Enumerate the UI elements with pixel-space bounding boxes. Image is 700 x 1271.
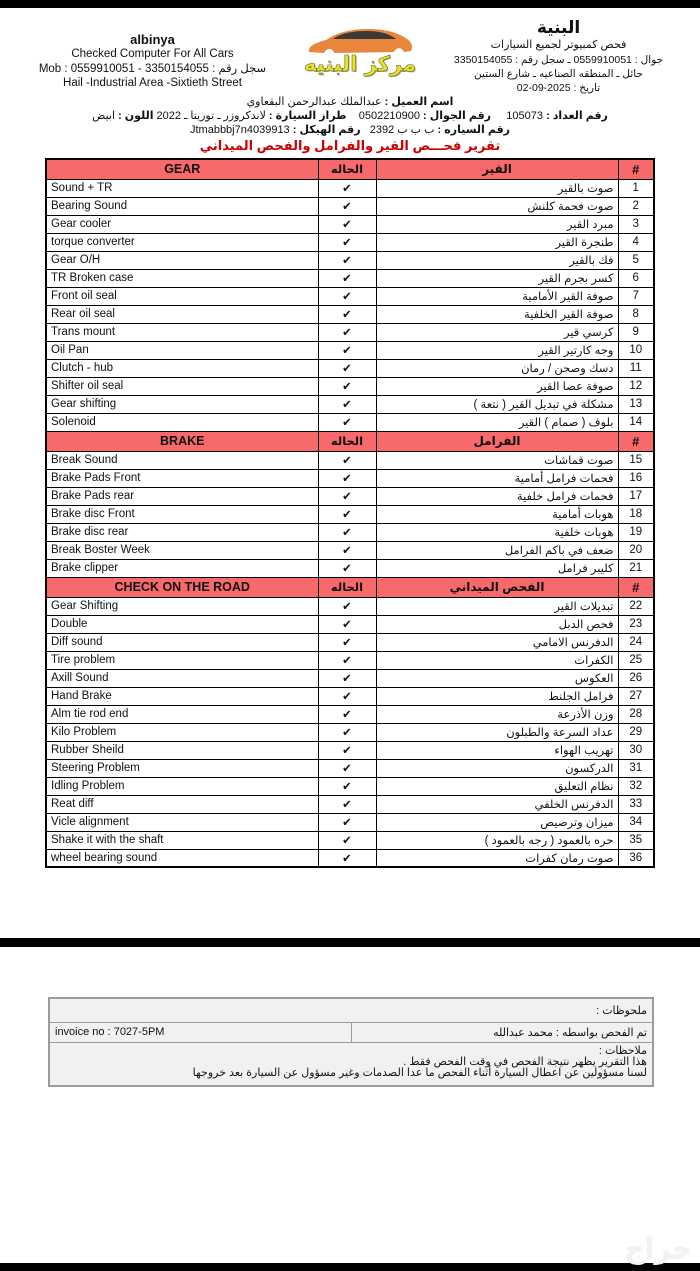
item-label-en: Steering Problem bbox=[46, 759, 318, 777]
notes-table bbox=[48, 997, 654, 1087]
item-number: 5 bbox=[618, 251, 654, 269]
table-row bbox=[46, 305, 654, 323]
item-number: 13 bbox=[618, 395, 654, 413]
section-title-num: # bbox=[618, 431, 654, 451]
item-status-check[interactable]: ✔ bbox=[318, 541, 376, 559]
fineprint-title: ملاحظات : bbox=[598, 1044, 647, 1057]
section-title-en: BRAKE bbox=[46, 431, 318, 451]
item-number: 31 bbox=[618, 759, 654, 777]
table-row bbox=[46, 395, 654, 413]
company-tagline-ar: فحص كمبيوتر لجميع السيارات bbox=[490, 39, 627, 51]
item-label-en: Axill Sound bbox=[46, 669, 318, 687]
table-row bbox=[46, 759, 654, 777]
table-row bbox=[46, 215, 654, 233]
table-row bbox=[46, 359, 654, 377]
item-label-ar: ضعف في باكم الفرامل bbox=[376, 541, 618, 559]
item-label-en: Shake it with the shaft bbox=[46, 831, 318, 849]
mobile-label: رقم الجوال : bbox=[423, 110, 491, 122]
table-row bbox=[46, 451, 654, 469]
section-title-ar: الفرامل bbox=[376, 431, 618, 451]
item-number: 11 bbox=[618, 359, 654, 377]
section-title-status: الحاله bbox=[318, 577, 376, 597]
item-label-ar: صوفة القير الخلفية bbox=[376, 305, 618, 323]
table-row bbox=[46, 741, 654, 759]
item-label-ar: حره بالعمود ( رجه بالعمود ) bbox=[376, 831, 618, 849]
item-number: 30 bbox=[618, 741, 654, 759]
item-label-en: Clutch - hub bbox=[46, 359, 318, 377]
item-label-ar: صوفة القير الأمامية bbox=[376, 287, 618, 305]
item-label-ar: فك بالقير bbox=[376, 251, 618, 269]
item-label-ar: كرسي قير bbox=[376, 323, 618, 341]
item-label-en: Brake disc rear bbox=[46, 523, 318, 541]
report-title: تقرير فحـــص القير والفرامل والفحص الميداني bbox=[199, 138, 501, 153]
item-label-en: Diff sound bbox=[46, 633, 318, 651]
item-label-ar: بلوف ( صمام ) القير bbox=[376, 413, 618, 431]
item-label-en: Idling Problem bbox=[46, 777, 318, 795]
item-label-ar: طنجرة القير bbox=[376, 233, 618, 251]
car-model-label: طراز السيارة : bbox=[268, 110, 347, 122]
item-status-check[interactable]: ✔ bbox=[318, 669, 376, 687]
item-number: 2 bbox=[618, 197, 654, 215]
item-status-check[interactable]: ✔ bbox=[318, 795, 376, 813]
plate-label: رقم السياره : bbox=[437, 124, 511, 136]
customer-name-value: عبدالملك عبدالرحمن البقعاوي bbox=[246, 96, 382, 108]
item-status-check[interactable]: ✔ bbox=[318, 849, 376, 867]
table-row bbox=[46, 813, 654, 831]
item-label-ar: فرامل الجلنط bbox=[376, 687, 618, 705]
item-label-en: Tire problem bbox=[46, 651, 318, 669]
vehicle-line-2 bbox=[10, 123, 690, 137]
item-label-ar: مشكلة في تبديل القير ( نتعة ) bbox=[376, 395, 618, 413]
item-status-check[interactable]: ✔ bbox=[318, 215, 376, 233]
section-title-num: # bbox=[618, 159, 654, 179]
item-number: 14 bbox=[618, 413, 654, 431]
item-number: 22 bbox=[618, 597, 654, 615]
item-label-ar: صوت رمان كفرات bbox=[376, 849, 618, 867]
item-number: 27 bbox=[618, 687, 654, 705]
header-left-block bbox=[10, 16, 295, 91]
item-number: 25 bbox=[618, 651, 654, 669]
company-logo bbox=[295, 16, 425, 88]
item-number: 1 bbox=[618, 179, 654, 197]
item-label-ar: صوت فحمة كلنش bbox=[376, 197, 618, 215]
item-label-ar: دسك وصحن / رمان bbox=[376, 359, 618, 377]
section-title-ar: القير bbox=[376, 159, 618, 179]
item-status-check[interactable]: ✔ bbox=[318, 687, 376, 705]
item-number: 10 bbox=[618, 341, 654, 359]
company-address-en: Hail -Industrial Area -Sixtieth Street bbox=[63, 77, 242, 89]
section-header-row bbox=[46, 159, 654, 179]
item-label-en: Brake clipper bbox=[46, 559, 318, 577]
item-status-check[interactable]: ✔ bbox=[318, 251, 376, 269]
section-header-row bbox=[46, 577, 654, 597]
item-status-check[interactable]: ✔ bbox=[318, 633, 376, 651]
color-value: ابيض bbox=[92, 110, 116, 122]
item-label-ar: فحمات فرامل خلفية bbox=[376, 487, 618, 505]
item-status-check[interactable]: ✔ bbox=[318, 487, 376, 505]
item-label-en: Shifter oil seal bbox=[46, 377, 318, 395]
item-number: 32 bbox=[618, 777, 654, 795]
item-status-check[interactable]: ✔ bbox=[318, 723, 376, 741]
table-row bbox=[46, 687, 654, 705]
item-label-en: Gear shifting bbox=[46, 395, 318, 413]
section-title-status: الحاله bbox=[318, 159, 376, 179]
company-address-ar: حائل ـ المنطقه الصناعيه ـ شارع الستين bbox=[474, 68, 643, 80]
fineprint-line-2: لسنا مسؤولين عن اعطال السيارة أثناء الفحص ما عدا الصدمات وغير مسؤول عن السيارة بعد خروجها bbox=[192, 1066, 647, 1079]
item-label-ar: صوفة عصا القير bbox=[376, 377, 618, 395]
item-label-en: Bearing Sound bbox=[46, 197, 318, 215]
item-status-check[interactable]: ✔ bbox=[318, 651, 376, 669]
item-status-check[interactable]: ✔ bbox=[318, 359, 376, 377]
item-status-check[interactable]: ✔ bbox=[318, 813, 376, 831]
table-row bbox=[46, 179, 654, 197]
table-row bbox=[46, 559, 654, 577]
item-label-en: Trans mount bbox=[46, 323, 318, 341]
header-right-block bbox=[425, 16, 690, 95]
item-status-check[interactable]: ✔ bbox=[318, 505, 376, 523]
item-label-ar: الكفرات bbox=[376, 651, 618, 669]
item-label-ar: وزن الأذرعة bbox=[376, 705, 618, 723]
table-row bbox=[46, 323, 654, 341]
item-label-ar: العكوس bbox=[376, 669, 618, 687]
company-tagline-en: Checked Computer For All Cars bbox=[71, 48, 234, 60]
item-number: 16 bbox=[618, 469, 654, 487]
item-label-en: Rubber Sheild bbox=[46, 741, 318, 759]
item-number: 12 bbox=[618, 377, 654, 395]
item-status-check[interactable]: ✔ bbox=[318, 341, 376, 359]
company-phones-ar: جوال : 0559910051 ـ سجل رقم : 3350154055 bbox=[453, 54, 664, 66]
color-label: اللون : bbox=[118, 110, 154, 122]
item-label-ar: صوت قماشات bbox=[376, 451, 618, 469]
report-header bbox=[0, 8, 700, 95]
item-status-check[interactable]: ✔ bbox=[318, 179, 376, 197]
item-number: 21 bbox=[618, 559, 654, 577]
item-label-ar: مبرد القير bbox=[376, 215, 618, 233]
item-label-en: Front oil seal bbox=[46, 287, 318, 305]
table-row bbox=[46, 831, 654, 849]
item-status-check[interactable]: ✔ bbox=[318, 269, 376, 287]
table-row bbox=[46, 669, 654, 687]
item-label-ar: الدركسون bbox=[376, 759, 618, 777]
table-row bbox=[46, 777, 654, 795]
item-label-en: Brake Pads Front bbox=[46, 469, 318, 487]
mobile-value: 0502210900 bbox=[358, 110, 420, 122]
vin-label: رقم الهيكل : bbox=[292, 124, 361, 136]
company-name-ar: البنية bbox=[536, 18, 581, 37]
item-label-ar: صوت بالقير bbox=[376, 179, 618, 197]
item-label-en: Sound + TR bbox=[46, 179, 318, 197]
item-number: 19 bbox=[618, 523, 654, 541]
table-row bbox=[46, 723, 654, 741]
table-row bbox=[46, 849, 654, 867]
table-row bbox=[46, 341, 654, 359]
item-status-check[interactable]: ✔ bbox=[318, 305, 376, 323]
item-number: 15 bbox=[618, 451, 654, 469]
item-label-en: Break Boster Week bbox=[46, 541, 318, 559]
notes-heading: ملحوظات : bbox=[49, 998, 653, 1022]
item-status-check[interactable]: ✔ bbox=[318, 705, 376, 723]
odometer-value: 105073 bbox=[506, 110, 543, 122]
table-row bbox=[46, 197, 654, 215]
item-label-en: Solenoid bbox=[46, 413, 318, 431]
report-date-value: 2025-09-02 bbox=[516, 82, 571, 94]
item-number: 9 bbox=[618, 323, 654, 341]
item-label-en: Alm tie rod end bbox=[46, 705, 318, 723]
item-status-check[interactable]: ✔ bbox=[318, 831, 376, 849]
item-number: 18 bbox=[618, 505, 654, 523]
item-status-check[interactable]: ✔ bbox=[318, 287, 376, 305]
item-label-en: Rear oil seal bbox=[46, 305, 318, 323]
item-label-ar: تبديلات القير bbox=[376, 597, 618, 615]
item-label-en: Vicle alignment bbox=[46, 813, 318, 831]
item-number: 20 bbox=[618, 541, 654, 559]
report-date-label: تاريخ : bbox=[573, 82, 601, 94]
table-row bbox=[46, 505, 654, 523]
table-row bbox=[46, 487, 654, 505]
item-label-ar: تهريب الهواء bbox=[376, 741, 618, 759]
table-row bbox=[46, 633, 654, 651]
item-label-ar: نظام التعليق bbox=[376, 777, 618, 795]
table-row bbox=[46, 287, 654, 305]
inspected-by: تم الفحص بواسطه : محمد عبدالله bbox=[351, 1022, 653, 1042]
item-label-ar: ميزان وترصيص bbox=[376, 813, 618, 831]
item-label-ar: فحص الدبل bbox=[376, 615, 618, 633]
item-number: 26 bbox=[618, 669, 654, 687]
table-row bbox=[46, 469, 654, 487]
item-status-check[interactable]: ✔ bbox=[318, 759, 376, 777]
item-label-ar: الدفرنس الخلفي bbox=[376, 795, 618, 813]
table-row bbox=[46, 251, 654, 269]
item-label-ar: كليبر فرامل bbox=[376, 559, 618, 577]
item-status-check[interactable]: ✔ bbox=[318, 777, 376, 795]
company-brand-en: albinya bbox=[130, 32, 175, 47]
item-status-check[interactable]: ✔ bbox=[318, 451, 376, 469]
item-status-check[interactable]: ✔ bbox=[318, 741, 376, 759]
notes-wrap bbox=[0, 947, 700, 1087]
vin-value: Jtmabbbj7n4039913 bbox=[189, 124, 290, 136]
item-label-ar: كسر بجرم القير bbox=[376, 269, 618, 287]
item-label-en: Double bbox=[46, 615, 318, 633]
table-row bbox=[46, 523, 654, 541]
table-row bbox=[46, 413, 654, 431]
table-row bbox=[46, 233, 654, 251]
item-label-ar: هوبات خلفية bbox=[376, 523, 618, 541]
item-status-check[interactable]: ✔ bbox=[318, 559, 376, 577]
section-title-ar: الفحص الميداني bbox=[376, 577, 618, 597]
item-number: 3 bbox=[618, 215, 654, 233]
table-row bbox=[46, 377, 654, 395]
item-label-en: Reat diff bbox=[46, 795, 318, 813]
item-label-en: TR Broken case bbox=[46, 269, 318, 287]
fineprint-line-1: هذا التقرير يظهر نتيجة الفحص في وقت الفحص فقط . bbox=[403, 1055, 647, 1068]
vehicle-line-1 bbox=[10, 109, 690, 123]
invoice-number: invoice no : 7027-5PM bbox=[49, 1022, 351, 1042]
logo-text-ar: مركز البنيه bbox=[303, 52, 417, 76]
item-label-ar: وجه كارتير القير bbox=[376, 341, 618, 359]
item-status-check[interactable]: ✔ bbox=[318, 233, 376, 251]
customer-name-label: اسم العميل : bbox=[384, 96, 454, 108]
item-status-check[interactable]: ✔ bbox=[318, 597, 376, 615]
item-status-check[interactable]: ✔ bbox=[318, 377, 376, 395]
car-model-value: لاندكروزر ـ توريتا ـ 2022 bbox=[156, 110, 266, 122]
report-page-bottom bbox=[0, 947, 700, 1263]
section-header-row bbox=[46, 431, 654, 451]
table-row bbox=[46, 795, 654, 813]
site-watermark: حراج bbox=[624, 1232, 692, 1265]
odometer-label: رقم العداد : bbox=[546, 110, 608, 122]
item-label-en: Brake Pads rear bbox=[46, 487, 318, 505]
report-date bbox=[427, 81, 690, 95]
item-label-ar: عداد السرعة والطبلون bbox=[376, 723, 618, 741]
table-row bbox=[46, 541, 654, 559]
item-number: 36 bbox=[618, 849, 654, 867]
item-status-check[interactable]: ✔ bbox=[318, 197, 376, 215]
table-row bbox=[46, 269, 654, 287]
item-number: 7 bbox=[618, 287, 654, 305]
table-row bbox=[46, 705, 654, 723]
item-label-en: wheel bearing sound bbox=[46, 849, 318, 867]
item-number: 4 bbox=[618, 233, 654, 251]
section-title-en: CHECK ON THE ROAD bbox=[46, 577, 318, 597]
section-title-num: # bbox=[618, 577, 654, 597]
item-status-check[interactable]: ✔ bbox=[318, 469, 376, 487]
item-label-en: Gear O/H bbox=[46, 251, 318, 269]
fineprint-block bbox=[49, 1042, 653, 1086]
item-number: 34 bbox=[618, 813, 654, 831]
item-label-en: torque converter bbox=[46, 233, 318, 251]
item-label-en: Break Sound bbox=[46, 451, 318, 469]
table-row bbox=[46, 615, 654, 633]
customer-name-line bbox=[10, 95, 690, 109]
customer-info-block bbox=[0, 95, 700, 137]
table-row bbox=[46, 597, 654, 615]
item-status-check[interactable]: ✔ bbox=[318, 615, 376, 633]
item-status-check[interactable]: ✔ bbox=[318, 395, 376, 413]
item-number: 29 bbox=[618, 723, 654, 741]
item-label-ar: فحمات فرامل أمامية bbox=[376, 469, 618, 487]
item-status-check[interactable]: ✔ bbox=[318, 323, 376, 341]
item-label-ar: الدفرنس الامامي bbox=[376, 633, 618, 651]
item-number: 33 bbox=[618, 795, 654, 813]
item-number: 8 bbox=[618, 305, 654, 323]
item-label-en: Gear Shifting bbox=[46, 597, 318, 615]
inspection-table bbox=[45, 158, 655, 868]
table-row bbox=[46, 651, 654, 669]
item-label-en: Gear cooler bbox=[46, 215, 318, 233]
item-status-check[interactable]: ✔ bbox=[318, 413, 376, 431]
report-page-top bbox=[0, 8, 700, 938]
section-title-en: GEAR bbox=[46, 159, 318, 179]
item-number: 6 bbox=[618, 269, 654, 287]
plate-value: ب ب ب 2392 bbox=[369, 124, 435, 136]
item-label-en: Hand Brake bbox=[46, 687, 318, 705]
item-label-en: Brake disc Front bbox=[46, 505, 318, 523]
section-title-status: الحاله bbox=[318, 431, 376, 451]
item-status-check[interactable]: ✔ bbox=[318, 523, 376, 541]
item-number: 24 bbox=[618, 633, 654, 651]
item-label-en: Kilo Problem bbox=[46, 723, 318, 741]
item-label-en: Oil Pan bbox=[46, 341, 318, 359]
item-number: 23 bbox=[618, 615, 654, 633]
item-label-ar: هوبات أمامية bbox=[376, 505, 618, 523]
company-phones-en: Mob : 0559910051 - 3350154055 : سجل رقم bbox=[38, 62, 267, 75]
item-number: 35 bbox=[618, 831, 654, 849]
item-number: 28 bbox=[618, 705, 654, 723]
inspection-table-wrap bbox=[0, 158, 700, 868]
item-number: 17 bbox=[618, 487, 654, 505]
